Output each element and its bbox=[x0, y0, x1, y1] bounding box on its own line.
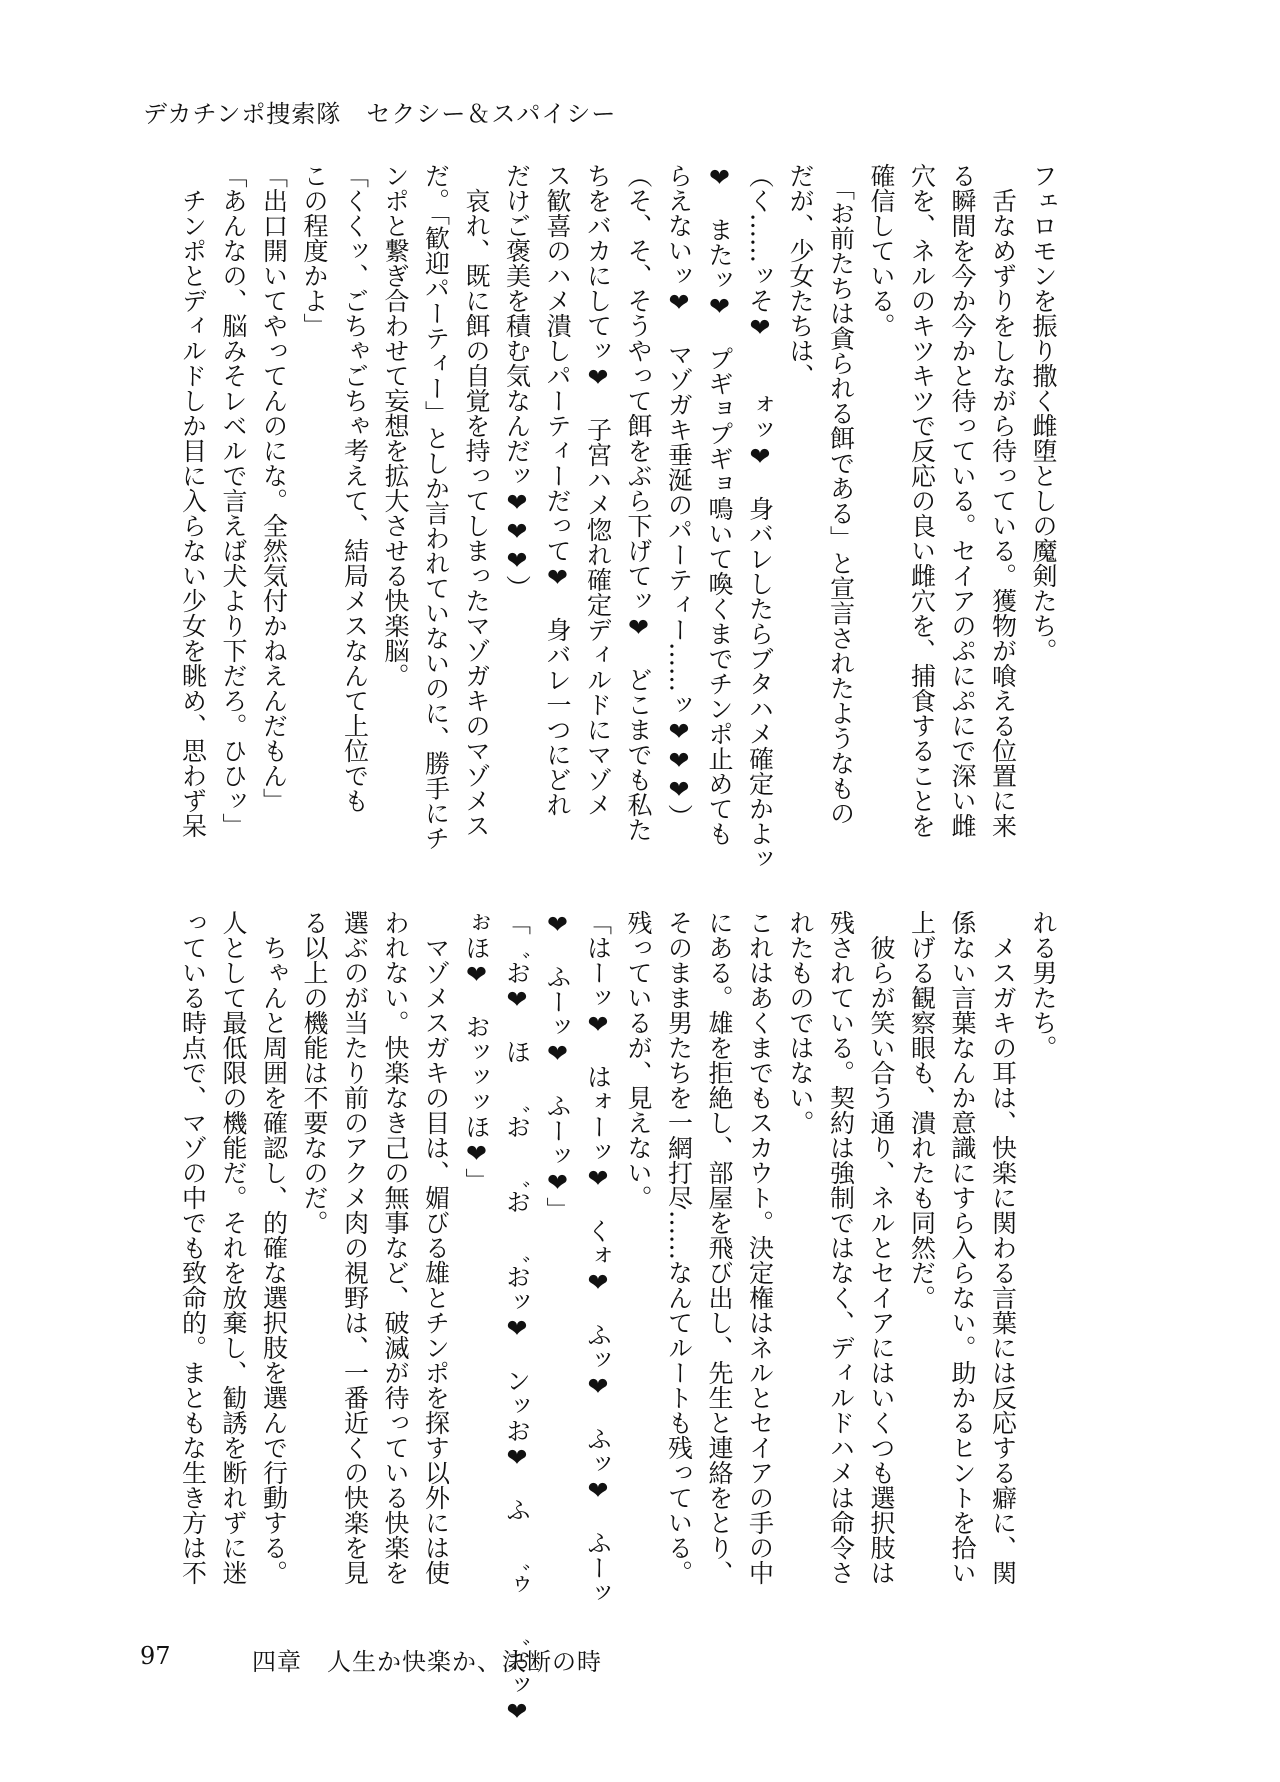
text-line: フェロモンを振り撒く雌堕としの魔剣たち。 bbox=[1029, 163, 1058, 663]
text-line: 残っているが、見えない。 bbox=[624, 910, 653, 1210]
page-number: 97 bbox=[140, 1642, 171, 1670]
text-block-upper bbox=[172, 163, 1063, 871]
text-line: そのまま男たちを一網打尽……なんてルートも残っている。 bbox=[664, 910, 694, 1585]
text-line: マゾメスガキの目は、媚びる雄とチンポを探す以外には使 bbox=[421, 910, 451, 1585]
chapter-title: 四章 人生か快楽か、決断の時 bbox=[252, 1648, 602, 1676]
text-line: ❤ またッ❤ プギョプギョ鳴いて喚くまでチンポ止めても bbox=[705, 163, 734, 846]
text-line: 選ぶのが当たり前のアクメ肉の視野は、一番近くの快楽を見 bbox=[340, 910, 370, 1585]
text-line: 人として最低限の機能だ。それを放棄し、勧誘を断れずに迷 bbox=[219, 910, 248, 1585]
text-line: 舌なめずりをしながら待っている。獲物が喰える位置に来 bbox=[988, 163, 1018, 838]
text-line: ぉほ❤ おッッッほ❤」 bbox=[462, 910, 491, 1193]
text-line: （く……ッそ❤ ォッ❤ 身バレしたらブタハメ確定かよッ bbox=[745, 163, 775, 871]
text-line: 哀れ、既に餌の自覚を持ってしまったマゾガキのマゾメス bbox=[462, 163, 491, 838]
text-line: る瞬間を今か今かと待っている。セイアのぷにぷにで深い雌 bbox=[948, 163, 977, 838]
text-line: 「出口開いてやってんのにな。全然気付かねえんだもん」 bbox=[259, 163, 289, 813]
text-line: メスガキの耳は、快楽に関わる言葉には反応する癖に、関 bbox=[988, 910, 1018, 1585]
text-line: ちゃんと周囲を確認し、的確な選択肢を選んで行動する。 bbox=[259, 910, 289, 1585]
text-line: 係ない言葉なんか意識にすら入らない。助かるヒントを拾い bbox=[948, 910, 977, 1585]
text-line: 「お前たちは貪られる餌である」と宣言されたようなもの bbox=[826, 163, 856, 826]
text-line: ちをバカにしてッ❤ 子宮ハメ惚れ確定ディルドにマゾメ bbox=[583, 163, 613, 817]
text-line: らえないッ❤ マゾガキ垂涎のパーティー……ッ❤❤❤） bbox=[664, 163, 694, 829]
text-line: だ。「歓迎パーティー」としか言われていないのに、勝手にチ bbox=[421, 163, 451, 851]
text-line: る以上の機能は不要なのだ。 bbox=[300, 910, 329, 1235]
text-line: だけご褒美を積む気なんだッ❤❤❤） bbox=[502, 163, 532, 600]
text-line: ス歓喜のハメ潰しパーティーだって❤ 身バレ一つにどれ bbox=[543, 163, 572, 817]
text-line: われない。快楽なき己の無事など、破滅が待っている快楽を bbox=[381, 910, 410, 1585]
text-line: っている時点で、マゾの中でも致命的。まともな生き方は不 bbox=[178, 910, 208, 1585]
text-line: 「はーッ❤ はォーッ❤ くォ❤ ふッ❤ ふッ❤ ふーッ bbox=[583, 910, 613, 1605]
text-line: この程度かよ」 bbox=[300, 163, 329, 338]
text-line: 「゛お❤ ほ ゛お ゛お ゛おッ❤ ンッお❤ ふ ゛ゥ ゛おッ❤ bbox=[502, 910, 532, 1726]
text-line: 「くくッ、ごちゃごちゃ考えて、結局メスなんて上位でも bbox=[340, 163, 370, 813]
text-line: これはあくまでもスカウト。決定権はネルとセイアの手の中 bbox=[745, 910, 775, 1585]
text-line: だが、少女たちは、 bbox=[786, 163, 815, 388]
text-line: 彼らが笑い合う通り、ネルとセイアにはいくつも選択肢は bbox=[867, 910, 896, 1585]
running-title: デカチンポ捜索隊 セクシー＆スパイシー bbox=[143, 100, 617, 128]
text-line: チンポとディルドしか目に入らない少女を眺め、思わず呆 bbox=[178, 163, 208, 838]
text-line: れる男たち。 bbox=[1029, 910, 1058, 1060]
text-line: 穴を、ネルのキツキツで反応の良い雌穴を、捕食することを bbox=[907, 163, 937, 838]
text-line: 「あんなの、脳みそレベルで言えば犬より下だろ。ひひッ」 bbox=[219, 163, 248, 838]
text-line: ンポと繋ぎ合わせて妄想を拡大させる快楽脳。 bbox=[381, 163, 410, 688]
text-line: ❤ ふーッ❤ ふーッ❤」 bbox=[543, 910, 572, 1222]
text-line: にある。雄を拒絶し、部屋を飛び出し、先生と連絡をとり、 bbox=[705, 910, 734, 1585]
text-line: （そ、そ、そうやって餌をぶら下げてッ❤ どこまでも私た bbox=[624, 163, 653, 842]
text-line: 残されている。契約は強制ではなく、ディルドハメは命令さ bbox=[826, 910, 856, 1585]
text-line: れたものではない。 bbox=[786, 910, 815, 1135]
text-line: 確信している。 bbox=[867, 163, 896, 338]
text-line: 上げる観察眼も、潰れたも同然だ。 bbox=[907, 910, 937, 1310]
